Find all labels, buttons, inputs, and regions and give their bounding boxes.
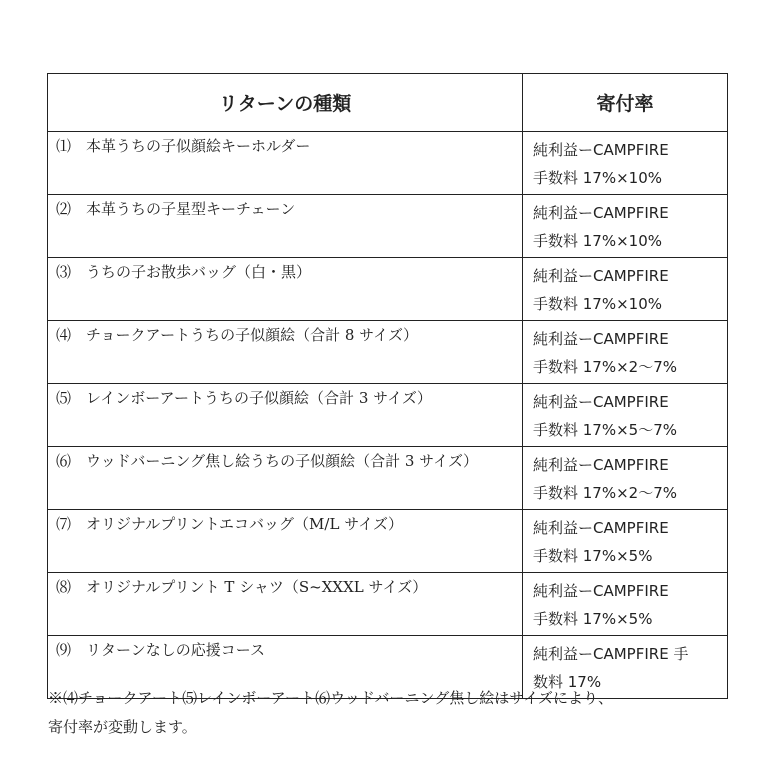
row-number: ⑶ [56,263,72,281]
rate-line-2: 数料 17% [533,673,602,691]
return-type-cell [48,573,523,636]
rate-line-2: 手数料 17%×10% [533,232,663,250]
rate-line-2: 手数料 17%×5% [533,547,653,565]
row-number: ⑴ [56,137,72,155]
header-donation-rate: 寄付率 [523,74,728,132]
return-type-label: うちの子お散歩バッグ（白・黒） [86,263,312,281]
table-row [48,573,728,636]
donation-rate-cell [523,258,728,321]
row-number: ⑸ [56,389,72,407]
rate-line-1: 純利益ーCAMPFIRE [533,330,669,348]
rate-line-1: 純利益ーCAMPFIRE [533,456,669,474]
table-row [48,132,728,195]
donation-rate-cell [523,195,728,258]
return-type-label: オリジナルプリントエコバッグ（M/L サイズ） [86,515,403,533]
donation-rate-cell [523,510,728,573]
table-header-row [48,74,728,132]
rate-line-2: 手数料 17%×10% [533,295,663,313]
return-type-cell [48,132,523,195]
table-row [48,195,728,258]
return-type-cell [48,510,523,573]
return-type-cell [48,258,523,321]
donation-rate-cell [523,321,728,384]
return-type-label: リターンなしの応援コース [86,641,265,659]
return-type-cell [48,384,523,447]
return-type-cell [48,447,523,510]
table-row [48,321,728,384]
rate-line-2: 手数料 17%×2～7% [533,484,678,502]
donation-rate-cell [523,384,728,447]
return-type-label: ウッドバーニング焦し絵うちの子似顔絵（合計 3 サイズ） [86,452,478,470]
donation-rate-cell [523,573,728,636]
footnote-line-1: ※⑷チョークアート⑸レインボーアート⑹ウッドバーニング焦し絵はサイズにより、 [48,689,614,707]
return-type-label: レインボーアートうちの子似顔絵（合計 3 サイズ） [86,389,432,407]
rate-line-2: 手数料 17%×5～7% [533,421,678,439]
row-number: ⑻ [56,578,72,596]
rate-line-1: 純利益ーCAMPFIRE [533,141,669,159]
rate-line-2: 手数料 17%×10% [533,169,663,187]
row-number: ⑺ [56,515,72,533]
row-number: ⑷ [56,326,72,344]
footnote-line-2: 寄付率が変動します。 [48,718,197,736]
row-number: ⑹ [56,452,72,470]
table-row [48,447,728,510]
rate-line-1: 純利益ーCAMPFIRE 手 [533,645,689,663]
donation-rate-cell [523,132,728,195]
table-row [48,510,728,573]
return-rate-table [47,73,728,699]
table-row [48,384,728,447]
rate-line-2: 手数料 17%×5% [533,610,653,628]
header-return-type: リターンの種類 [48,74,523,132]
rate-line-1: 純利益ーCAMPFIRE [533,204,669,222]
rate-line-1: 純利益ーCAMPFIRE [533,267,669,285]
return-type-cell [48,321,523,384]
donation-rate-cell [523,447,728,510]
table-row [48,258,728,321]
rate-line-1: 純利益ーCAMPFIRE [533,393,669,411]
table-body [48,132,728,699]
return-type-label: 本革うちの子星型キーチェーン [86,200,296,218]
rate-line-2: 手数料 17%×2～7% [533,358,678,376]
return-type-cell [48,195,523,258]
rate-line-1: 純利益ーCAMPFIRE [533,582,669,600]
row-number: ⑼ [56,641,72,659]
footnote [48,684,613,742]
row-number: ⑵ [56,200,72,218]
rate-line-1: 純利益ーCAMPFIRE [533,519,669,537]
return-type-label: 本革うちの子似顔絵キーホルダー [86,137,311,155]
return-type-label: チョークアートうちの子似顔絵（合計 8 サイズ） [86,326,418,344]
return-type-label: オリジナルプリント T シャツ（S~XXXL サイズ） [86,578,428,596]
